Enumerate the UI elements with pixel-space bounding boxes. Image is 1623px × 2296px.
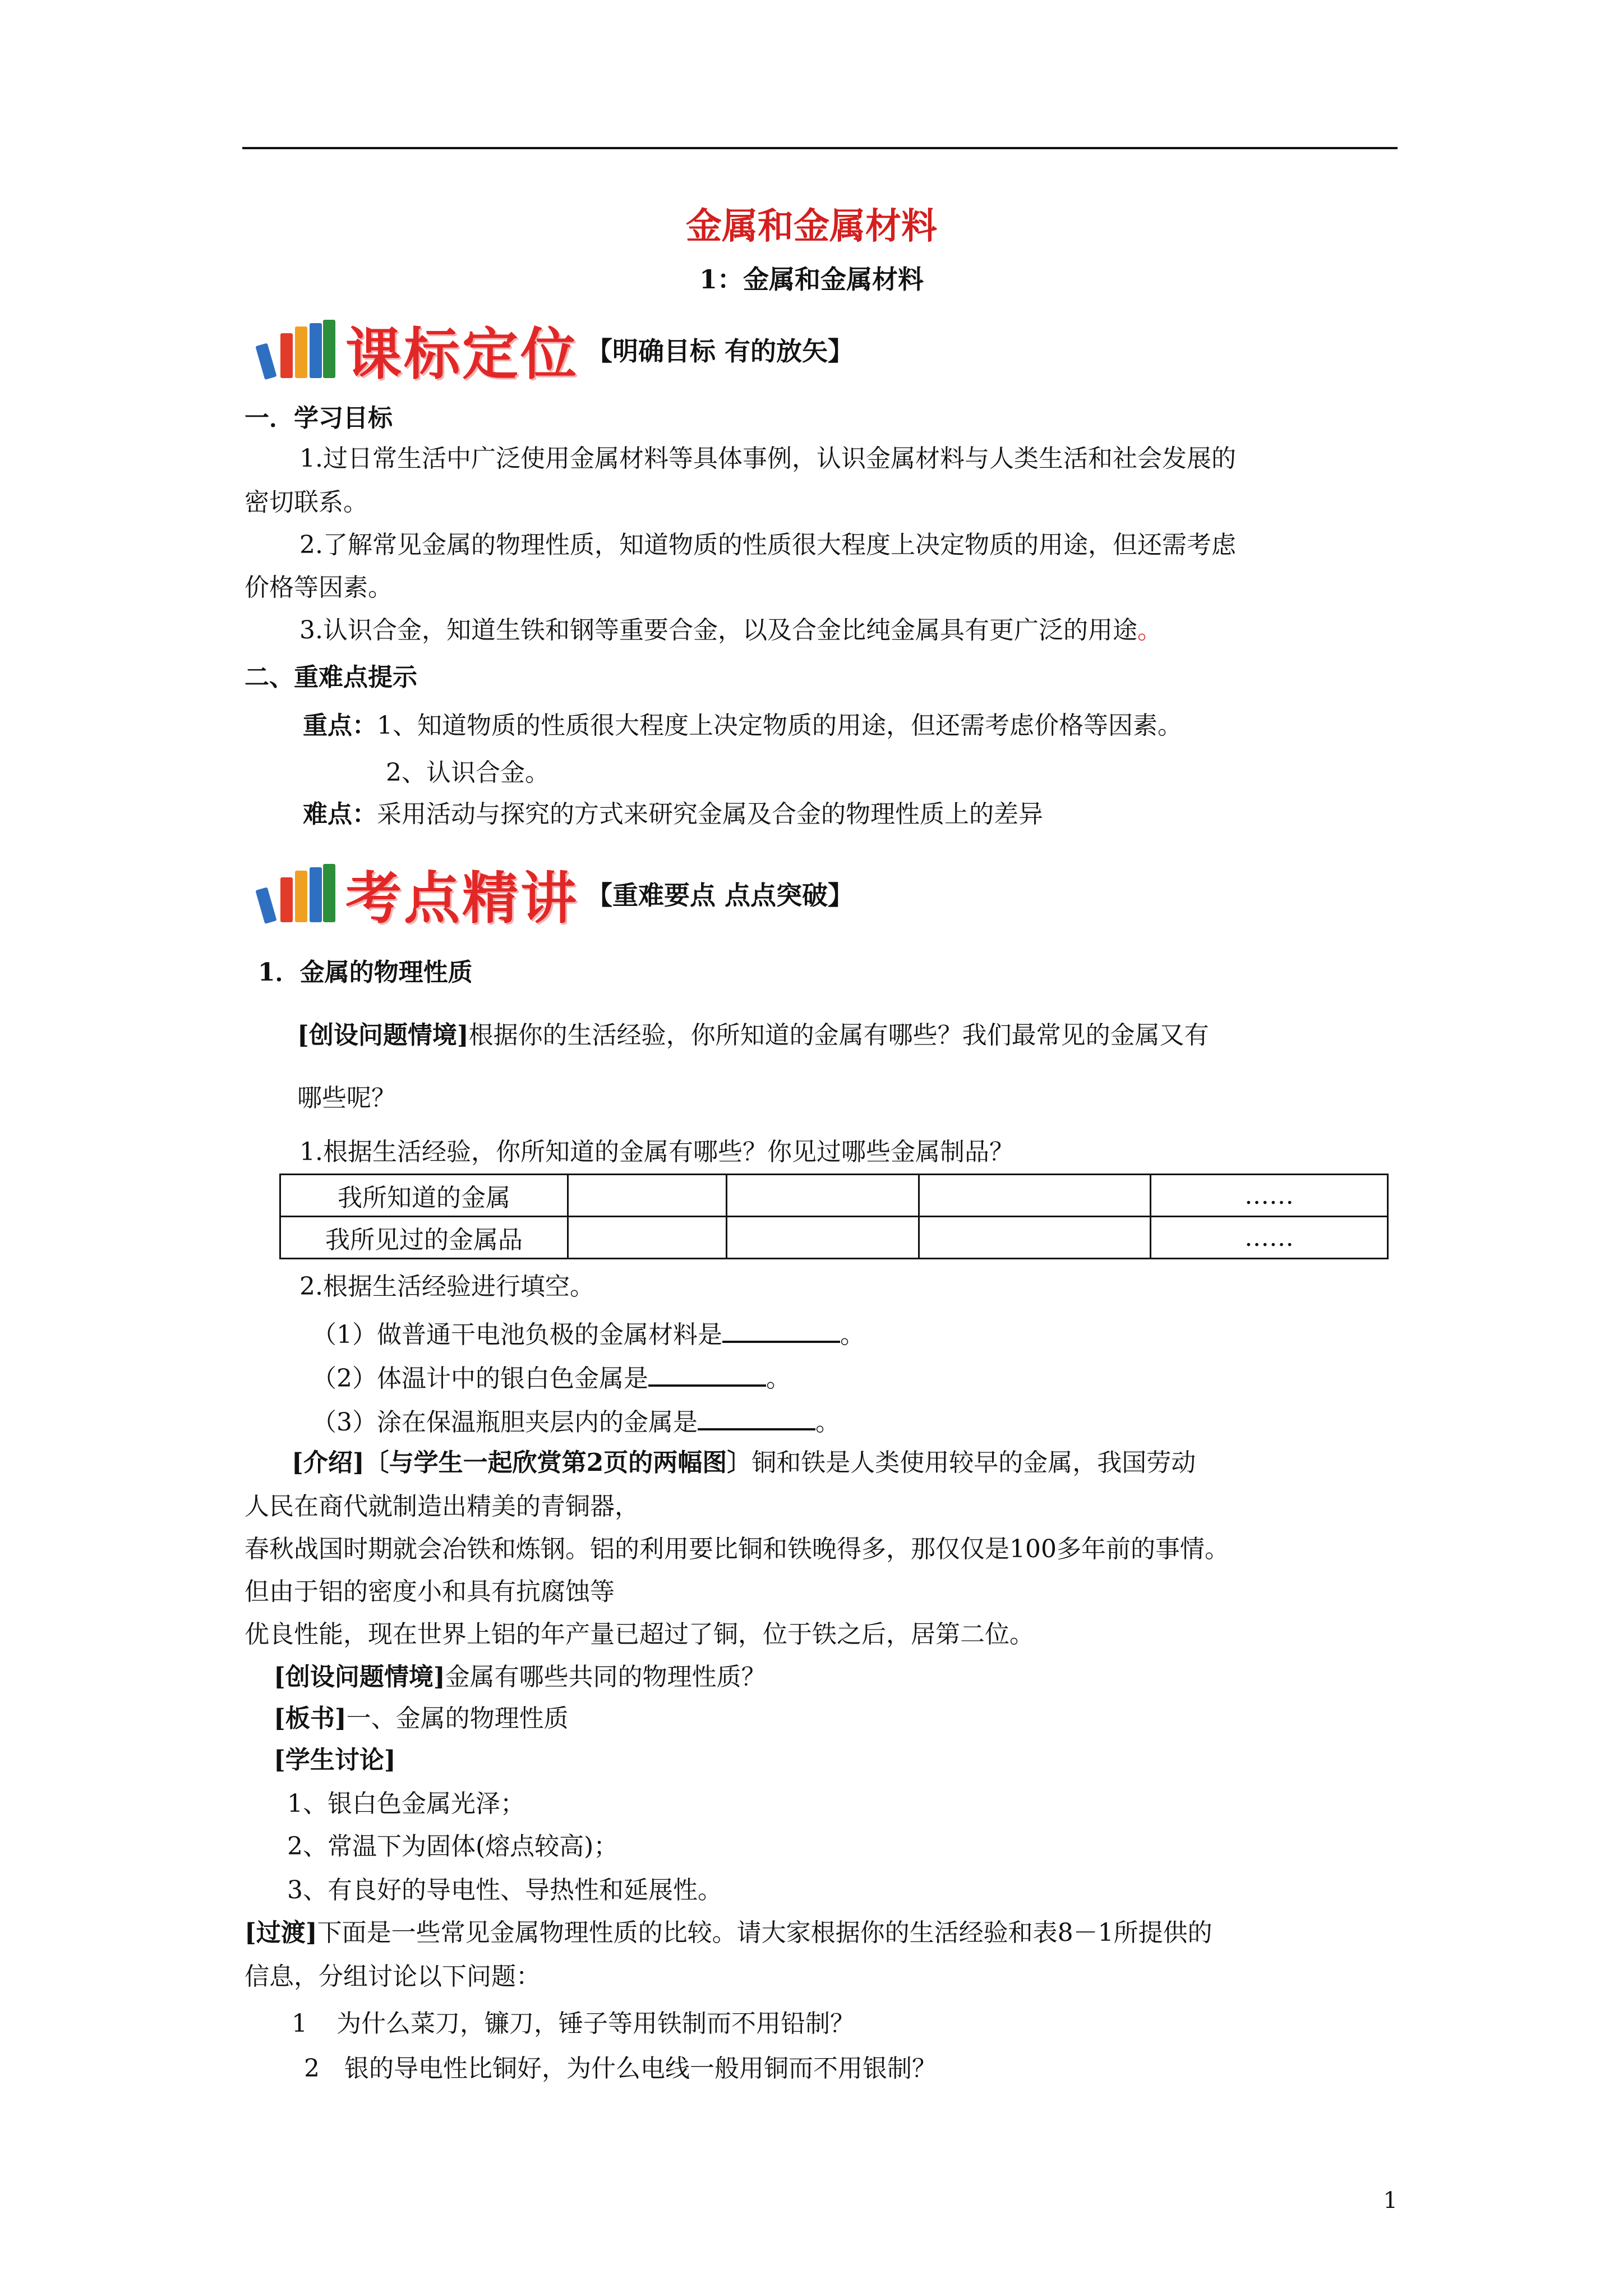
scenario-line2: 哪些呢？: [297, 1084, 396, 1112]
red-mark: 。: [1137, 616, 1162, 645]
goal-3: 3.认识合金，知道生铁和钢等重要合金，以及合金比纯金属具有更广泛的用途。: [299, 616, 1162, 645]
banner-title: 考点精讲: [345, 866, 579, 931]
section-heading-goals: 一．学习目标: [245, 404, 393, 432]
goal-2-line2: 价格等因素。: [245, 573, 393, 602]
question-2: 2.根据生活经验进行填空。: [299, 1272, 594, 1301]
header-rule: [242, 147, 1398, 149]
table-cell-ellipsis: ……: [1151, 1175, 1388, 1217]
key-point-1: 重点：1、知道物质的性质很大程度上决定物质的用途，但还需考虑价格等因素。: [303, 711, 1182, 740]
fill-item-1: （1）做普通干电池负极的金属材料是 。: [312, 1316, 865, 1351]
scenario-2: [创设问题情境]金属有哪些共同的物理性质？: [274, 1663, 766, 1691]
table-cell-blank[interactable]: [919, 1217, 1151, 1259]
table-cell-label: 我所见过的金属品: [280, 1217, 568, 1259]
transition-line1: [过渡]下面是一些常见金属物理性质的比较。请大家根据你的生活经验和表8－1所提供的: [245, 1918, 1212, 1947]
fill-item-2: （2）体温计中的银白色金属是 。: [312, 1360, 791, 1395]
discussion-heading: [学生讨论]: [274, 1746, 396, 1774]
table-cell-blank[interactable]: [727, 1217, 919, 1259]
page-title: 金属和金属材料: [686, 205, 937, 247]
discussion-item: 3、有良好的导电性、导热性和延展性。: [287, 1876, 722, 1904]
intro-line5: 优良性能，现在世界上铝的年产量已超过了铜，位于铁之后，居第二位。: [245, 1620, 1034, 1649]
discussion-question-1: 1 为什么菜刀，镰刀，锤子等用铁制而不用铅制？: [292, 2009, 855, 2038]
page-number: 1: [1383, 2188, 1398, 2214]
banner-title: 课标定位: [345, 321, 579, 387]
intro-line2: 人民在商代就制造出精美的青铜器，: [245, 1492, 639, 1521]
fill-blank[interactable]: [648, 1360, 766, 1387]
books-icon: [262, 319, 335, 380]
part-heading-physical-properties: 1．金属的物理性质: [258, 958, 473, 987]
table-row: [280, 1175, 1388, 1217]
table-row: [280, 1217, 1388, 1259]
table-cell-blank[interactable]: [727, 1175, 919, 1217]
table-cell-blank[interactable]: [568, 1217, 727, 1259]
table-cell-blank[interactable]: [919, 1175, 1151, 1217]
scenario-line1: [创设问题情境]根据你的生活经验，你所知道的金属有哪些？我们最常见的金属又有: [297, 1021, 1209, 1050]
section-heading-keypoints: 二、重难点提示: [245, 663, 417, 692]
discussion-question-2: 2 银的导电性比铜好，为什么电线一般用铜而不用银制？: [304, 2054, 937, 2083]
intro-line4: 但由于铝的密度小和具有抗腐蚀等: [245, 1577, 615, 1606]
difficulty: 难点：采用活动与探究的方式来研究金属及合金的物理性质上的差异: [303, 800, 1043, 829]
intro-line1: [介绍]〔与学生一起欣赏第2页的两幅图〕铜和铁是人类使用较早的金属，我国劳动: [292, 1448, 1196, 1477]
books-icon: [262, 863, 335, 924]
table-cell-ellipsis: ……: [1151, 1217, 1388, 1259]
discussion-item: 1、银白色金属光泽；: [287, 1789, 525, 1818]
transition-line2: 信息，分组讨论以下问题：: [245, 1962, 541, 1991]
fill-blank[interactable]: [698, 1404, 815, 1430]
banner-subtitle: 【明确目标 有的放矢】: [587, 336, 854, 366]
banner-keypoints: [262, 857, 854, 930]
metals-table: [279, 1174, 1389, 1259]
question-1: 1.根据生活经验，你所知道的金属有哪些？你见过哪些金属制品？: [299, 1138, 1014, 1166]
goal-1-line1: 1.过日常生活中广泛使用金属材料等具体事例，认识金属材料与人类生活和社会发展的: [299, 444, 1236, 473]
table-cell-blank[interactable]: [568, 1175, 727, 1217]
discussion-item: 2、常温下为固体(熔点较高)；: [287, 1832, 619, 1861]
fill-blank[interactable]: [722, 1316, 840, 1343]
goal-2-line1: 2.了解常见金属的物理性质，知道物质的性质很大程度上决定物质的用途，但还需考虑: [299, 531, 1236, 559]
banner-curriculum: [262, 313, 854, 386]
fill-item-3: （3）涂在保温瓶胆夹层内的金属是 。: [312, 1404, 840, 1438]
page-subtitle: 1：金属和金属材料: [699, 264, 924, 295]
board-note: [板书]一、金属的物理性质: [274, 1704, 569, 1733]
intro-line3: 春秋战国时期就会冶铁和炼钢。铝的利用要比铜和铁晚得多，那仅仅是100多年前的事情。: [245, 1535, 1229, 1563]
table-cell-label: 我所知道的金属: [280, 1175, 568, 1217]
key-point-2: 2、认识合金。: [386, 758, 550, 787]
banner-subtitle: 【重难要点 点点突破】: [587, 880, 854, 910]
goal-1-line2: 密切联系。: [245, 488, 368, 517]
